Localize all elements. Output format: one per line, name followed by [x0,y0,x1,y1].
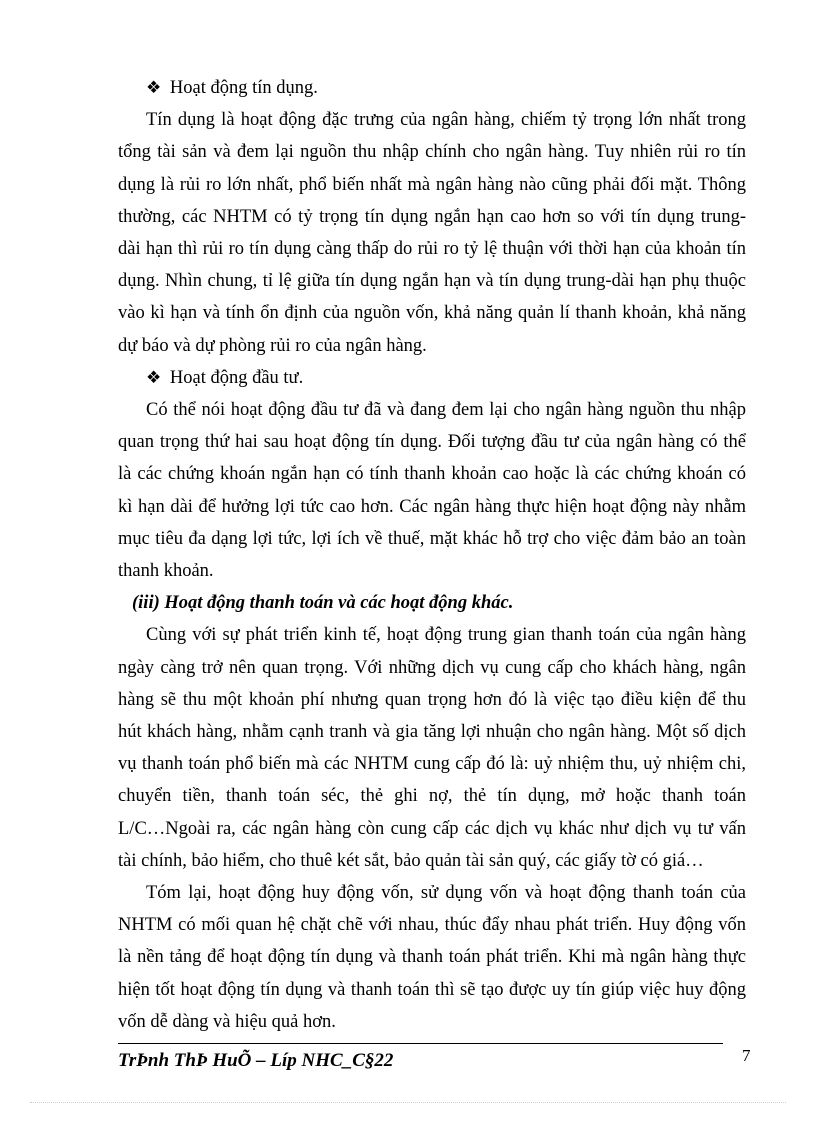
text-line: tổng tài sản và đem lại nguồn thu nhập chính cho ngân hàng. Tuy nhiên rủi ro tín [118,142,746,163]
text-line: là nền tảng để hoạt động tín dụng và thanh toán phát triển. Khi mà ngân hàng thực [118,947,746,968]
footer-author: TrÞnh ThÞ HuÕ – Líp NHC_C§22 [118,1050,394,1071]
text-line: hàng sẽ thu một khoản phí nhưng quan trọng hơn đó là việc tạo điều kiện để thu [118,689,746,710]
page-bottom-border [30,1102,786,1103]
text-line: vốn dễ dàng và hiệu quả hơn. [118,1011,336,1032]
text-line: quan trọng thứ hai sau hoạt động tín dụng. Đối tượng đầu tư của ngân hàng có thể [118,432,746,453]
bullet-invest [118,362,746,394]
text-line: dụng là rủi ro lớn nhất, phổ biến nhất mà ngân hàng nào cũng phải đối mặt. Thông [118,174,746,195]
footer-divider [118,1043,723,1044]
text-line: thanh khoản. [118,561,214,582]
section-heading-iii: (iii) Hoạt động thanh toán và các hoạt động khác. [132,593,514,614]
text-line: NHTM có mối quan hệ chặt chẽ với nhau, thúc đẩy nhau phát triển. Huy động vốn [118,915,746,936]
page-number: 7 [742,1046,751,1065]
text-line: Tóm lại, hoạt động huy động vốn, sử dụng vốn và hoạt động thanh toán của [146,883,746,904]
bullet-credit [118,72,746,104]
bullet-credit-title: Hoạt động tín dụng. [169,78,318,98]
text-line: Có thể nói hoạt động đầu tư đã và đang đem lại cho ngân hàng nguồn thu nhập [146,400,746,421]
text-line: Cùng với sự phát triển kinh tế, hoạt động trung gian thanh toán của ngân hàng [146,625,746,646]
text-line: là các chứng khoán ngắn hạn có tính thanh khoản cao hoặc là các chứng khoán có [118,464,746,485]
text-line: hiện tốt hoạt động tín dụng và thanh toán thì sẽ tạo được uy tín giúp việc huy động [118,979,746,1000]
text-line: Tín dụng là hoạt động đặc trưng của ngân hàng, chiếm tỷ trọng lớn nhất trong [146,110,746,131]
text-line: dự báo và dự phòng rủi ro của ngân hàng. [118,335,427,356]
text-line: tài chính, bảo hiểm, cho thuê két sắt, bảo quản tài sản quý, các giấy tờ có giá… [118,850,704,871]
text-line: hút khách hàng, nhằm cạnh tranh và gia tăng lợi nhuận cho ngân hàng. Một số dịch [118,722,746,743]
text-line: thường, các NHTM có tỷ trọng tín dụng ngắn hạn cao hơn so với tín dụng trung- [118,206,746,227]
paragraph-summary [118,877,746,1038]
text-line: vào kì hạn và tính ổn định của nguồn vốn, khả năng quản lí thanh khoản, khả năng [118,303,746,324]
page-body [118,72,746,1038]
text-line: dài hạn thì rủi ro tín dụng càng thấp do rủi ro tỷ lệ thuận với thời hạn của khoản tín [118,239,746,260]
text-line: vụ thanh toán phổ biến mà các NHTM cung cấp đó là: uỷ nhiệm thu, uỷ nhiệm chi, [118,754,746,775]
text-line: L/C…Ngoài ra, các ngân hàng còn cung cấp các dịch vụ khác như dịch vụ tư vấn [118,818,746,839]
bullet-invest-title: Hoạt động đầu tư. [169,367,304,388]
text-line: kì hạn dài để hưởng lợi tức cao hơn. Các ngân hàng thực hiện hoạt động này nhằm [118,496,746,517]
text-line: chuyển tiền, thanh toán séc, thẻ ghi nợ, thẻ tín dụng, mở hoặc thanh toán [118,786,746,807]
paragraph-invest [118,394,746,587]
paragraph-credit [118,104,746,362]
text-line: mục tiêu đa dạng lợi tức, lợi ích về thuế, mặt khác hỗ trợ cho việc đảm bảo an toàn [118,528,746,549]
text-line: ngày càng trở nên quan trọng. Với những dịch vụ cung cấp cho khách hàng, ngân [118,657,746,678]
text-line: dụng. Nhìn chung, tỉ lệ giữa tín dụng ngắn hạn và tín dụng trung-dài hạn phụ thuộc [118,271,746,292]
diamond-bullet-icon: ❖ [146,78,162,97]
diamond-bullet-icon: ❖ [146,367,162,387]
paragraph-payment [118,619,746,877]
